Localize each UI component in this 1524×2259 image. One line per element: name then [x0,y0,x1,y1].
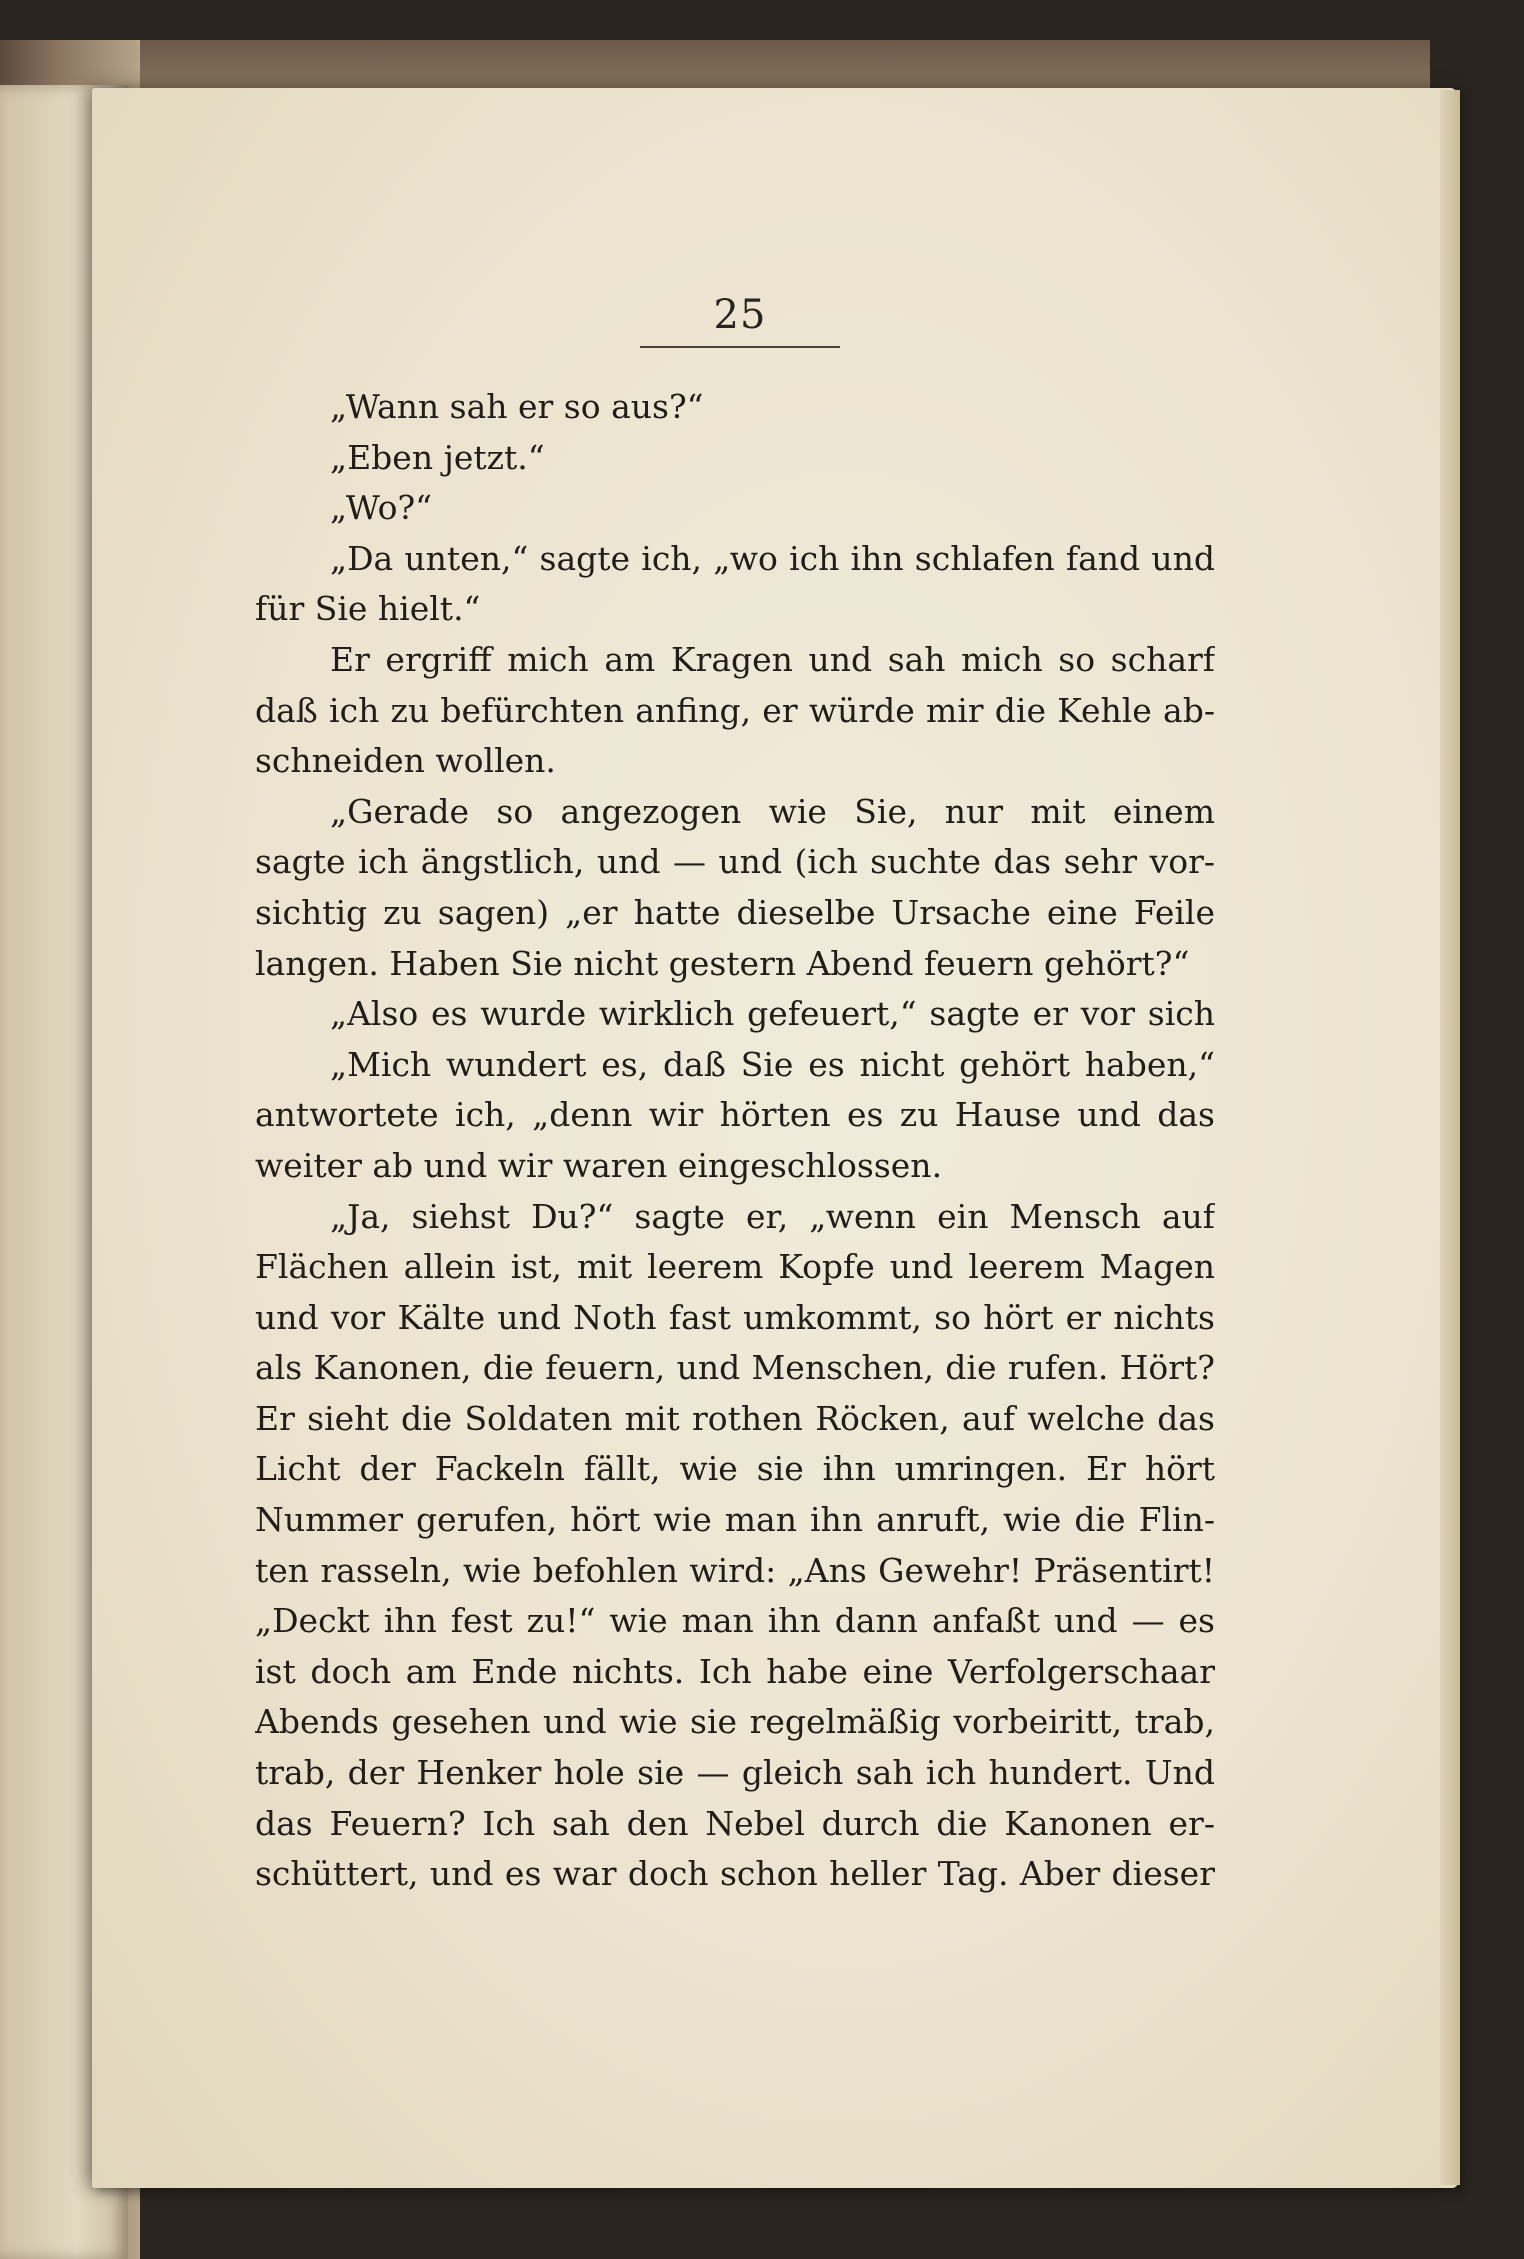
text-line: antwortete ich, „denn wir hörten es zu Hause und das [255,1095,1215,1135]
page-number: 25 [713,292,767,338]
text-line: „Ja, siehst Du?“ sagte er, „wenn ein Mensch auf [330,1196,1215,1236]
text-line: Flächen allein ist, mit leerem Kopfe und leerem Magen [255,1247,1215,1287]
text-line: „Wo?“ [330,488,433,528]
text-line: Licht der Fackeln fällt, wie sie ihn umringen. Er hört [255,1449,1215,1489]
text-line: für Sie hielt.“ [255,589,481,629]
text-line: daß ich zu befürchten anfing, er würde mir die Kehle ab- [255,690,1215,730]
text-line: Abends gesehen und wie sie regelmäßig vorbeiritt, trab, [255,1702,1215,1742]
text-line: Er sieht die Soldaten mit rothen Röcken, auf welche das [255,1398,1215,1438]
text-line: ist doch am Ende nichts. Ich habe eine Verfolgerschaar [255,1651,1215,1691]
page-stack-edge [1440,90,1460,2185]
text-line: schneiden wollen. [255,741,556,781]
text-line: „Mich wundert es, daß Sie es nicht gehört haben,“ [330,1044,1215,1084]
text-line: trab, der Henker hole sie — gleich sah ich hundert. Und [255,1753,1215,1793]
text-line: und vor Kälte und Noth fast umkommt, so hört er nichts [255,1297,1215,1337]
page-number-rule [640,346,840,348]
text-line: Er ergriff mich am Kragen und sah mich so scharf [330,639,1215,679]
text-line: „Also es wurde wirklich gefeuert,“ sagte er vor sich [330,994,1215,1034]
text-line: „Deckt ihn fest zu!“ wie man ihn dann anfaßt und — es [255,1601,1215,1641]
body-text [255,382,1215,1900]
text-line: weiter ab und wir waren eingeschlossen. [255,1145,943,1185]
text-line: schüttert, und es war doch schon heller Tag. Aber dieser [255,1854,1215,1894]
text-line: langen. Haben Sie nicht gestern Abend feuern gehört?“ [255,943,1190,983]
text-line: Nummer gerufen, hört wie man ihn anruft, wie die Flin- [255,1500,1215,1540]
text-line: das Feuern? Ich sah den Nebel durch die Kanonen er- [255,1803,1215,1843]
text-line: „Da unten,“ sagte ich, „wo ich ihn schlafen fand und [330,538,1215,578]
book-cover-background [0,40,1430,95]
text-line: sagte ich ängstlich, und — und (ich suchte das sehr vor- [255,842,1215,882]
text-line: „Eben jetzt.“ [330,437,545,477]
text-line: „Gerade so angezogen wie Sie, nur mit einem [330,791,1215,831]
text-line: sichtig zu sagen) „er hatte dieselbe Ursache eine Feile [255,892,1215,932]
text-line: ten rasseln, wie befohlen wird: „Ans Gewehr! Präsentirt! [255,1550,1215,1590]
text-line: als Kanonen, die feuern, und Menschen, die rufen. Hört? [255,1348,1215,1388]
text-line: „Wann sah er so aus?“ [330,387,704,426]
